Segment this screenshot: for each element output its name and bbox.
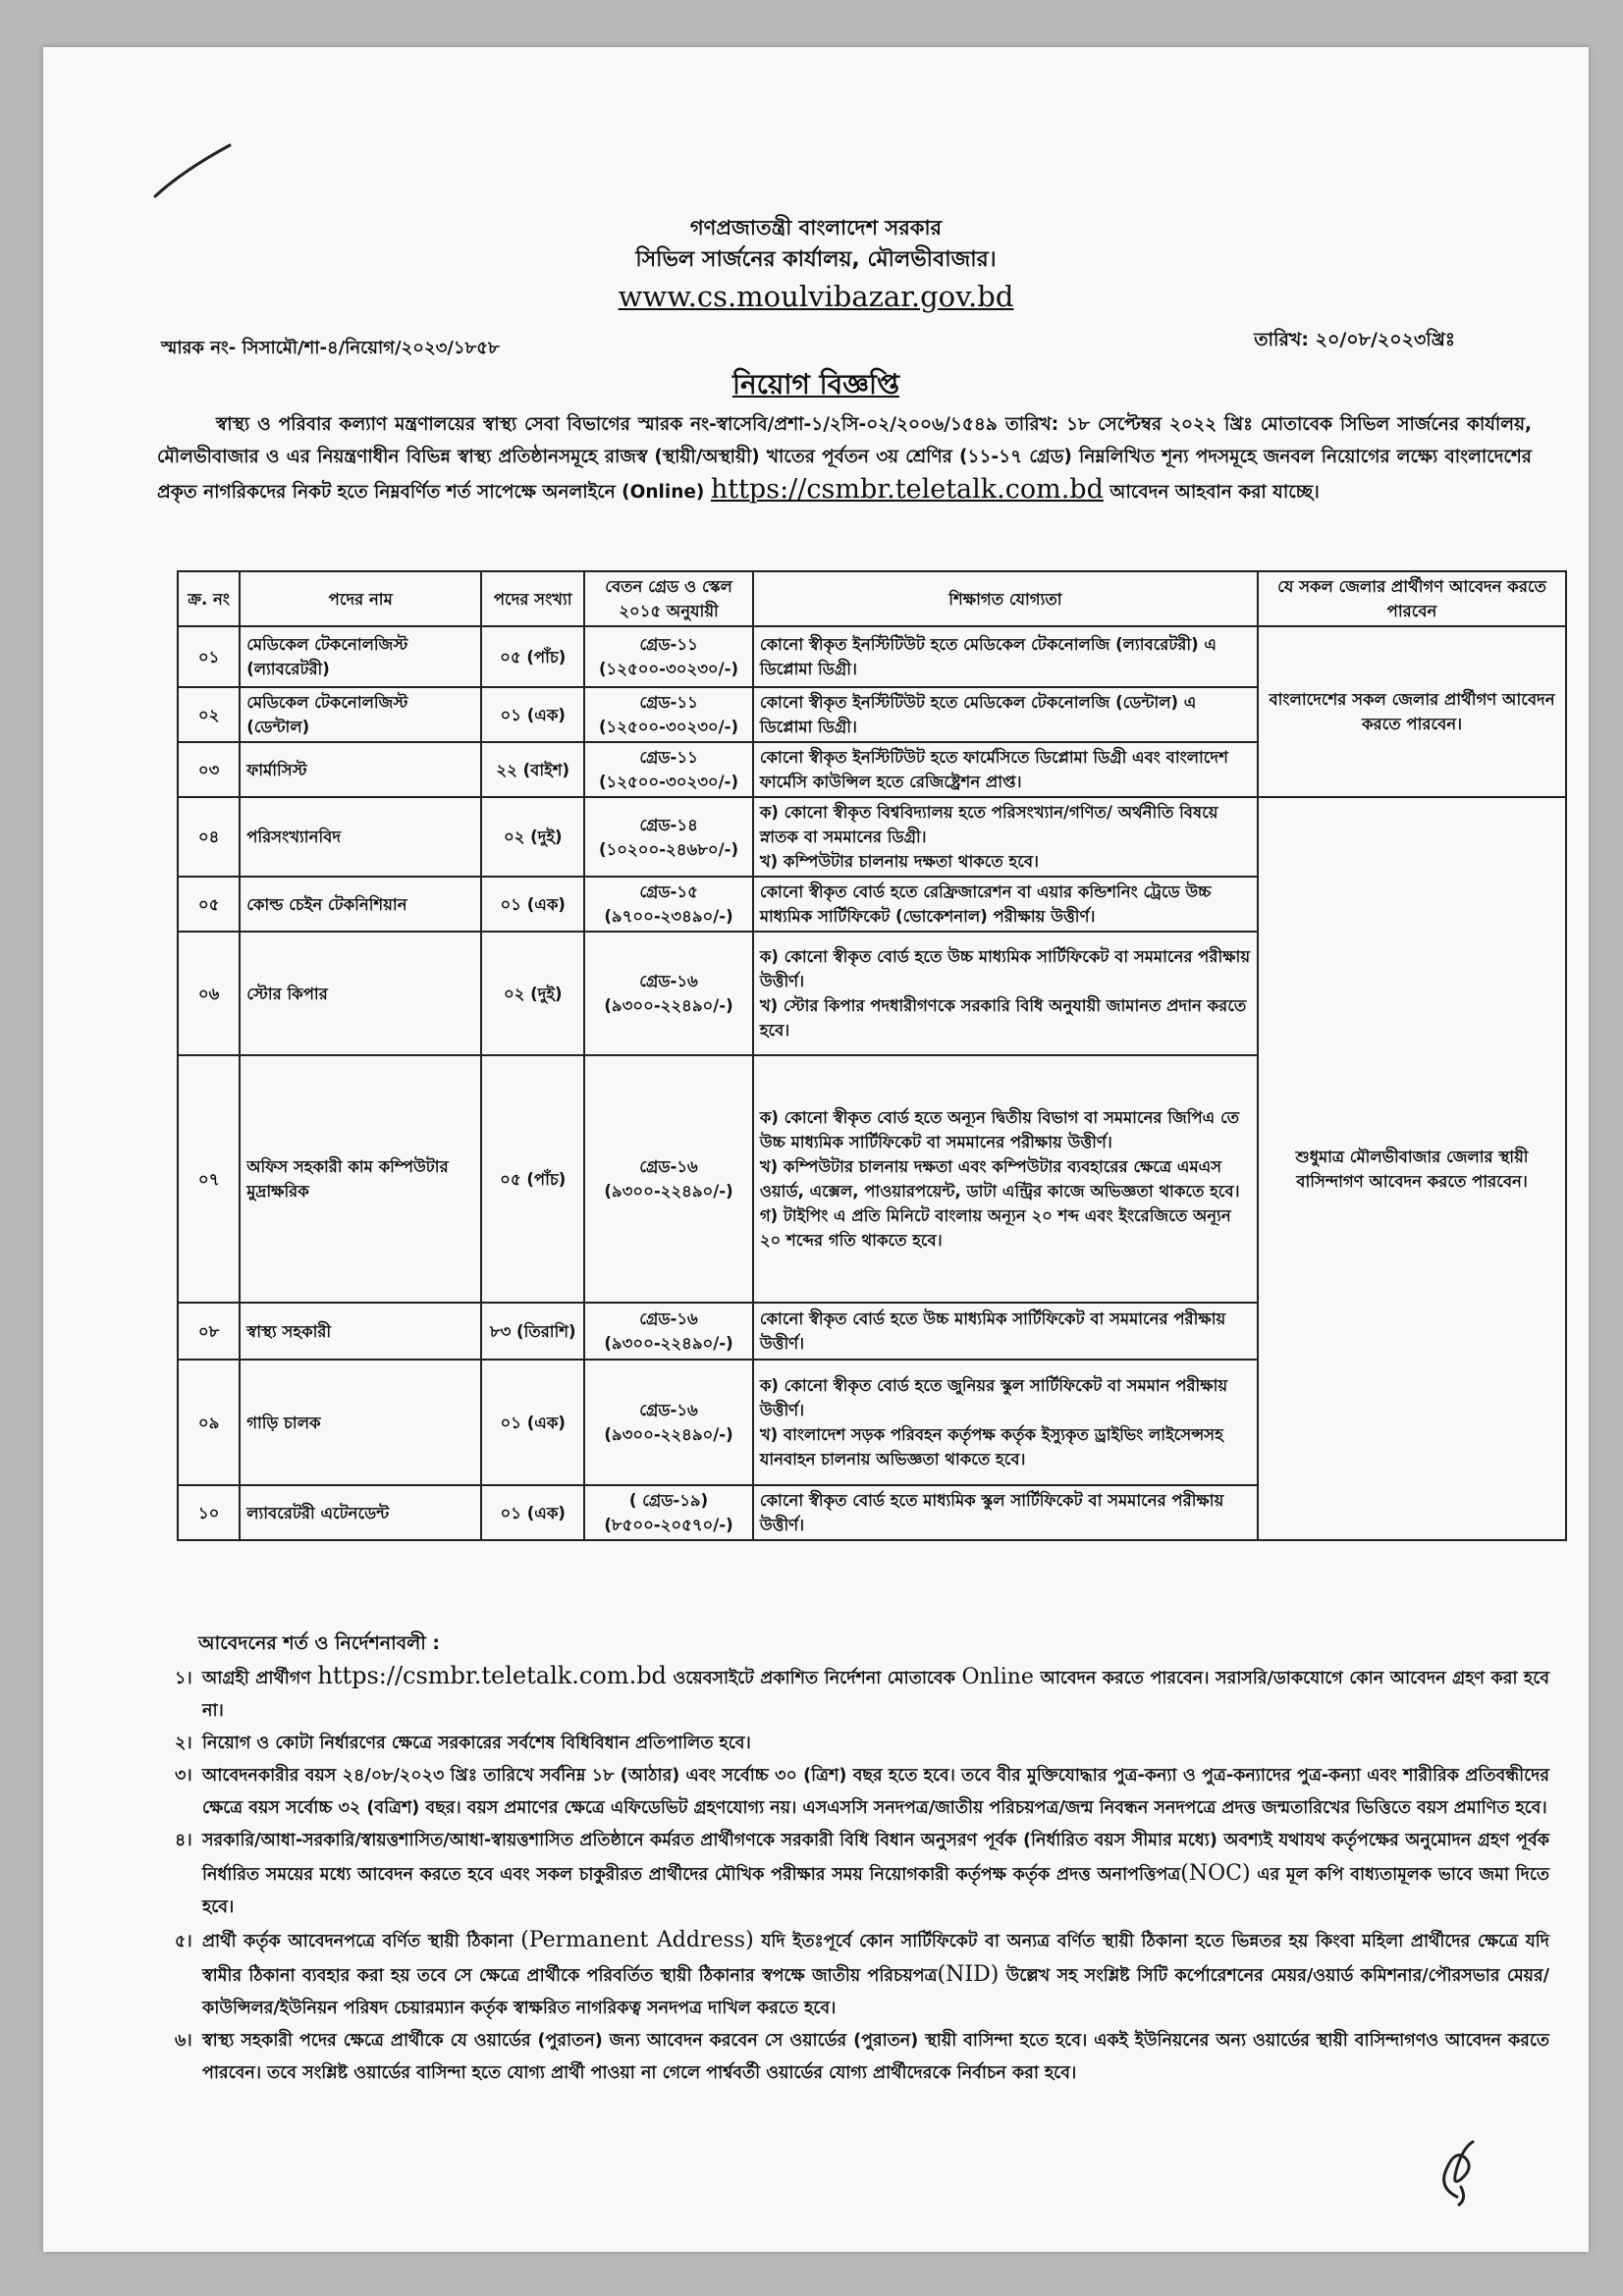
terms-item-english-term: (Permanent Address) — [520, 1928, 754, 1952]
row-qualification — [753, 877, 1258, 932]
row-post-name: কোল্ড চেইন টেকনিশিয়ান — [240, 877, 481, 932]
terms-item-english-term: Online — [961, 1665, 1034, 1689]
application-portal-link[interactable]: https://csmbr.teletalk.com.bd — [710, 474, 1104, 505]
row-qualification — [753, 932, 1258, 1055]
terms-item-number: ২। — [175, 1734, 192, 1753]
row-post-count: ২২ (বাইশ) — [481, 742, 584, 797]
intro-paragraph — [157, 408, 1532, 508]
row-post-count: ০৫ (পাঁচ) — [481, 1055, 584, 1303]
row-serial: ১০ — [178, 1485, 240, 1540]
grade-label: গ্রেড-১১ — [639, 635, 698, 654]
row-pay-grade — [584, 932, 753, 1055]
grade-label: গ্রেড-১৪ — [639, 815, 698, 834]
qualification-line: ক) কোনো স্বীকৃত বোর্ড হতে অন্যূন দ্বিতীয় বিভাগ বা সমমানের জিপিএ তে উচ্চ মাধ্যমিক সার্টিফিকেট বা সমমানের পরীক্ষায় উত্তীর্ণ। — [759, 1108, 1240, 1151]
header-post-name: পদের নাম — [240, 571, 481, 626]
eligible-districts-all: বাংলাদেশের সকল জেলার প্রার্থীগণ আবেদন করতে পারবেন। — [1258, 626, 1566, 797]
row-qualification — [753, 687, 1258, 742]
qualification-line: কোনো স্বীকৃত বোর্ড হতে উচ্চ মাধ্যমিক সার্টিফিকেট বা সমমানের পরীক্ষায় উত্তীর্ণ। — [759, 1309, 1226, 1353]
pay-scale: (৯৩০০-২২৪৯০/-) — [604, 1425, 733, 1444]
notice-title — [43, 363, 1589, 409]
intro-tail: আবেদন আহবান করা যাচ্ছে। — [1103, 482, 1320, 503]
terms-item-number: ৫। — [175, 1932, 192, 1951]
header-qualification: শিক্ষাগত যোগ্যতা — [753, 571, 1258, 626]
row-post-name: অফিস সহকারী কাম কম্পিউটার মুদ্রাক্ষরিক — [240, 1055, 481, 1303]
row-serial: ০৪ — [178, 797, 240, 877]
header-eligible-districts: যে সকল জেলার প্রার্থীগণ আবেদন করতে পারবেন — [1258, 571, 1566, 626]
grade-label: গ্রেড-১১ — [639, 748, 698, 767]
terms-item-text: এর মূল কপি বাধ্যতামূলক ভাবে জমা দিতে হবে। — [202, 1865, 1549, 1917]
qualification-line: খ) বাংলাদেশ সড়ক পরিবহন কর্তৃপক্ষ কর্তৃক ইস্যুকৃত ড্রাইভিং লাইসেন্সসহ যানবাহন চালনায় অভিজ্ঞতা থাকতে হবে। — [759, 1425, 1223, 1468]
grade-label: গ্রেড-১৬ — [639, 1309, 698, 1328]
row-post-name: পরিসংখ্যানবিদ — [240, 797, 481, 877]
row-post-count: ০২ (দুই) — [481, 932, 584, 1055]
row-serial: ০১ — [178, 626, 240, 687]
application-terms — [175, 1628, 1549, 2090]
terms-item — [175, 1660, 1549, 1728]
row-serial: ০৮ — [178, 1303, 240, 1360]
qualification-line: ক) কোনো স্বীকৃত বোর্ড হতে জুনিয়র স্কুল সার্টিফিকেট বা সমমান পরীক্ষায় উত্তীর্ণ। — [759, 1376, 1228, 1419]
pay-scale: (৯৩০০-২২৪৯০/-) — [604, 1334, 733, 1353]
row-post-name: ফার্মাসিস্ট — [240, 742, 481, 797]
notice-title-text: নিয়োগ বিজ্ঞপ্তি — [731, 368, 900, 400]
terms-heading: আবেদনের শর্ত ও নির্দেশনাবলী : — [198, 1632, 440, 1654]
terms-item-text: আগ্রহী প্রার্থীগণ — [202, 1669, 318, 1688]
terms-portal-link[interactable]: https://csmbr.teletalk.com.bd — [317, 1662, 667, 1689]
row-pay-grade — [584, 626, 753, 687]
row-pay-grade — [584, 1485, 753, 1540]
row-post-name: স্টোর কিপার — [240, 932, 481, 1055]
row-pay-grade — [584, 1360, 753, 1485]
terms-item-text: উল্লেখ সহ সংশ্লিষ্ট সিটি কর্পোরেশনের মেয়র/ওয়ার্ড কমিশনার/পৌরসভার মেয়র/কাউন্সিলর/ইউনিয়ন পরিষদ চেয়ারম্যান কর্তৃক স্বাক্ষরিত নাগরিকত্ব সনদপত্র দাখিল করতে হবে। — [202, 1966, 1549, 2018]
table-row — [178, 626, 1566, 687]
office-name: সিভিল সার্জনের কার্যালয়, মৌলভীবাজার। — [635, 247, 997, 272]
row-qualification — [753, 626, 1258, 687]
terms-item-text: যদি ইতঃপূর্বে কোন সার্টিফিকেট বা অন্যত্র বর্ণিত স্থায়ী ঠিকানা হতে ভিন্নতর হয় কিংবা মহিলা প্রার্থীদের ক্ষেত্রে যদি স্বামীর ঠিকানা ব্যবহার করা হয় তবে সে ক্ষেত্রে প্রার্থীকে পরিবর্তিত স্থায়ী ঠিকানার স্বপক্ষে জাতীয় পরিচয়পত্র — [202, 1932, 1549, 1986]
row-qualification — [753, 1485, 1258, 1540]
terms-item-text: স্বাস্থ্য সহকারী পদের ক্ষেত্রে প্রার্থীকে যে ওয়ার্ডের (পুরাতন) জন্য আবেদন করবেন সে ওয়ার্ডের (পুরাতন) স্থায়ী বাসিন্দা হতে হবে। একই ইউনিয়নের অন্য ওয়ার্ডের স্থায়ী বাসিন্দাগণও আবেদন করতে পারবেন। তবে সংশ্লিষ্ট ওয়ার্ডের বাসিন্দা হতে যোগ্য প্রার্থী পাওয়া না গেলে পার্শ্ববর্তী ওয়ার্ডের যোগ্য প্রার্থীদেরকে নির্বাচন করা হবে। — [202, 2031, 1549, 2083]
grade-label: গ্রেড-১৬ — [639, 1401, 698, 1419]
qualification-line: কোনো স্বীকৃত বোর্ড হতে রেফ্রিজারেশন বা এয়ার কন্ডিশনিং ট্রেডে উচ্চ মাধ্যমিক সার্টিফিকেট (ভোকেশনাল) পরীক্ষায় উত্তীর্ণ। — [759, 882, 1212, 926]
row-qualification — [753, 1303, 1258, 1360]
pen-stroke-mark — [153, 141, 236, 200]
row-qualification — [753, 1360, 1258, 1485]
grade-label: গ্রেড-১৬ — [639, 1157, 698, 1176]
pay-scale: (১২৫০০-৩০২৩০/-) — [599, 773, 739, 791]
qualification-line: খ) স্টোর কিপার পদধারীগণকে সরকারি বিধি অনুযায়ী জামানত প্রদান করতে হবে। — [759, 996, 1247, 1040]
government-name: গণপ্রজাতন্ত্রী বাংলাদেশ সরকার — [689, 216, 943, 240]
grade-label: গ্রেড-১১ — [639, 693, 698, 712]
row-post-count: ০১ (এক) — [481, 877, 584, 932]
row-post-name: ল্যাবরেটরী এটেনডেন্ট — [240, 1485, 481, 1540]
document-page — [43, 47, 1589, 2252]
pay-scale: (১২৫০০-৩০২৩০/-) — [599, 660, 739, 678]
office-website-link[interactable]: www.cs.moulvibazar.gov.bd — [618, 280, 1014, 313]
pay-scale: (১২৫০০-৩০২৩০/-) — [599, 718, 739, 736]
row-pay-grade — [584, 687, 753, 742]
row-post-name: মেডিকেল টেকনোলজিস্ট (ডেন্টাল) — [240, 687, 481, 742]
terms-item-number: ৩। — [175, 1766, 192, 1786]
qualification-line: কোনো স্বীকৃত ইনস্টিটিউট হতে মেডিকেল টেকনোলজি (ডেন্টাল) এ ডিপ্লোমা ডিগ্রী। — [759, 693, 1197, 736]
row-serial: ০৯ — [178, 1360, 240, 1485]
row-qualification — [753, 1055, 1258, 1303]
qualification-line: ক) কোনো স্বীকৃত বিশ্ববিদ্যালয় হতে পরিসংখ্যান/গণিত/ অর্থনীতি বিষয়ে স্নাতক বা সমমানের ডিগ্রী। — [759, 803, 1218, 846]
pay-scale: (৮৫০০-২০৫৭০/-) — [604, 1516, 733, 1534]
qualification-line: ক) কোনো স্বীকৃত বোর্ড হতে উচ্চ মাধ্যমিক সার্টিফিকেট বা সমমানের পরীক্ষায় উত্তীর্ণ। — [759, 947, 1251, 990]
row-post-name: গাড়ি চালক — [240, 1360, 481, 1485]
row-pay-grade — [584, 1055, 753, 1303]
row-pay-grade — [584, 742, 753, 797]
grade-label: ( গ্রেড-১৯) — [628, 1491, 709, 1510]
terms-item — [175, 1825, 1549, 1924]
vacancy-rows — [178, 626, 1566, 1540]
pay-scale: (৯৩০০-২২৪৯০/-) — [604, 1182, 733, 1201]
notice-date: তারিখ: ২০/০৮/২০২৩খ্রিঃ — [1254, 329, 1455, 350]
pay-scale: (৯৭০০-২৩৪৯০/-) — [604, 907, 733, 926]
terms-item-text: আবেদন করতে পারবেন। সরাসরি/ডাকযোগে কোন আবেদন গ্রহণ করা হবে না। — [202, 1669, 1549, 1721]
row-qualification — [753, 742, 1258, 797]
terms-item-text: আবেদনকারীর বয়স ২৪/০৮/২০২৩ খ্রিঃ তারিখে সর্বনিম্ন ১৮ (আঠার) এবং সর্বোচ্চ ৩০ (ত্রিশ) বছর হতে হবে। তবে বীর মুক্তিযোদ্ধার পুত্র-কন্যা ও পুত্র-কন্যাদের পুত্র-কন্যা এবং শারীরিক প্রতিবন্ধীদের ক্ষেত্রে বয়স সর্বোচ্চ ৩২ (বত্রিশ) বছর। বয়স প্রমাণের ক্ষেত্রে এফিডেভিট গ্রহণযোগ্য নয়। এসএসসি সনদপত্র/জাতীয় পরিচয়পত্র/জন্ম নিবন্ধন সনদপত্রে প্রদত্ত জন্মতারিখের ভিত্তিতে বয়স প্রমাণিত হবে। — [202, 1766, 1549, 1818]
terms-item-number: ৪। — [175, 1831, 192, 1850]
terms-item-text: ওয়েবসাইটে প্রকাশিত নির্দেশনা মোতাবেক — [666, 1669, 962, 1688]
row-serial: ০৫ — [178, 877, 240, 932]
vacancy-table — [177, 570, 1567, 1541]
row-serial: ০২ — [178, 687, 240, 742]
signature-mark — [1418, 2128, 1496, 2207]
terms-item-number: ৬। — [175, 2031, 192, 2051]
row-serial: ০৩ — [178, 742, 240, 797]
terms-item — [175, 2025, 1549, 2090]
table-header-row — [178, 571, 1566, 626]
row-qualification — [753, 797, 1258, 877]
row-post-count: ০১ (এক) — [481, 687, 584, 742]
terms-item-english-term: (NID) — [937, 1962, 1000, 1987]
row-pay-grade — [584, 797, 753, 877]
row-pay-grade — [584, 1303, 753, 1360]
pay-scale: (৯৩০০-২২৪৯০/-) — [604, 996, 733, 1015]
row-post-count: ০২ (দুই) — [481, 797, 584, 877]
row-post-count: ০১ (এক) — [481, 1485, 584, 1540]
grade-label: গ্রেড-১৫ — [639, 882, 698, 901]
qualification-line: কোনো স্বীকৃত ইনস্টিটিউট হতে ফার্মেসিতে ডিপ্লোমা ডিগ্রী এবং বাংলাদেশ ফার্মেসি কাউন্সিল হতে রেজিষ্ট্রেশন প্রাপ্ত। — [759, 748, 1228, 791]
terms-item-text: প্রার্থী কর্তৃক আবেদনপত্রে বর্ণিত স্থায়ী ঠিকানা — [202, 1932, 521, 1951]
intro-text: স্বাস্থ্য ও পরিবার কল্যাণ মন্ত্রণালয়ের স্বাস্থ্য সেবা বিভাগের স্মারক নং-স্বাসেবি/প্রশা-১/২সি-০২/২০০৬/১৫৪৯ তারিখ: ১৮ সেপ্টেম্বর ২০২২ খ্রিঃ মোতাবেক সিভিল সার্জনের কার্যালয়, মৌলভীবাজার ও এর নিয়ন্ত্রণাধীন বিভিন্ন স্বাস্থ্য প্রতিষ্ঠানসমূহে রাজস্ব (স্থায়ী/অস্থায়ী) খাতের পূর্বতন ৩য় শ্রেণির (১১-১৭ গ্রেড) নিম্নলিখিত শূন্য পদসমূহে জনবল নিয়োগের লক্ষ্যে বাংলাদেশের প্রকৃত নাগরিকদের নিকট হতে নিম্নবর্ণিত শর্ত সাপেক্ষে অনলাইনে (Online) — [157, 414, 1532, 503]
row-serial: ০৭ — [178, 1055, 240, 1303]
grade-label: গ্রেড-১৬ — [639, 972, 698, 990]
terms-item — [175, 1728, 1549, 1760]
eligible-districts-moulvibazar: শুধুমাত্র মৌলভীবাজার জেলার স্থায়ী বাসিন্দাগণ আবেদন করতে পারবেন। — [1258, 797, 1566, 1540]
row-post-count: ০১ (এক) — [481, 1360, 584, 1485]
terms-item-number: ১। — [175, 1669, 192, 1688]
terms-list — [175, 1660, 1549, 2090]
qualification-line: গ) টাইপিং এ প্রতি মিনিটে বাংলায় অন্যূন ২০ শব্দ এবং ইংরেজিতে অন্যূন ২০ শব্দের গতি থাকতে হবে। — [759, 1206, 1231, 1250]
qualification-line: খ) কম্পিউটার চালনায় দক্ষতা এবং কম্পিউটার ব্যবহারের ক্ষেত্রে এমএস ওয়ার্ড, এক্সেল, পাওয়ারপয়েন্ট, ডাটা এন্ট্রির কাজে অভিজ্ঞতা থাকতে হবে। — [759, 1157, 1240, 1201]
terms-item-text: নিয়োগ ও কোটা নির্ধারণের ক্ষেত্রে সরকারের সর্বশেষ বিধিবিধান প্রতিপালিত হবে। — [202, 1734, 751, 1753]
row-serial: ০৬ — [178, 932, 240, 1055]
row-post-count: ০৫ (পাঁচ) — [481, 626, 584, 687]
header-post-count: পদের সংখ্যা — [481, 571, 584, 626]
memo-number: স্মারক নং- সিসামৌ/শা-৪/নিয়োগ/২০২৩/১৮৫৮ — [161, 338, 500, 358]
header-pay-grade: বেতন গ্রেড ও স্কেল ২০১৫ অনুযায়ী — [584, 571, 753, 626]
row-post-name: স্বাস্থ্য সহকারী — [240, 1303, 481, 1360]
qualification-line: কোনো স্বীকৃত ইনস্টিটিউট হতে মেডিকেল টেকনোলজি (ল্যাবরেটরী) এ ডিপ্লোমা ডিগ্রী। — [759, 635, 1217, 678]
row-post-count: ৮৩ (তিরাশি) — [481, 1303, 584, 1360]
terms-item-text: সরকারি/আধা-সরকারি/স্বায়ত্তশাসিত/আধা-স্বায়ত্তশাসিত প্রতিষ্ঠানে কর্মরত প্রার্থীগণকে সরকারী বিধি বিধান অনুসরণ পূর্বক (নির্ধারিত বয়স সীমার মধ্যে) অবশ্যই যথাযথ কর্তৃপক্ষের অনুমোদন গ্রহণ পূর্বক নির্ধারিত সময়ের মধ্যে আবেদন করতে হবে এবং সকল চাকুরীরত প্রার্থীদের মৌখিক পরীক্ষার সময় নিয়োগকারী কর্তৃপক্ষ কর্তৃক প্রদত্ত অনাপত্তিপত্র — [202, 1831, 1549, 1885]
row-pay-grade — [584, 877, 753, 932]
qualification-line: খ) কম্পিউটার চালনায় দক্ষতা থাকতে হবে। — [759, 852, 1039, 871]
table-row — [178, 797, 1566, 877]
terms-item — [175, 1760, 1549, 1825]
header-serial: ক্র. নং — [178, 571, 240, 626]
row-post-name: মেডিকেল টেকনোলজিস্ট (ল্যাবরেটরী) — [240, 626, 481, 687]
qualification-line: কোনো স্বীকৃত বোর্ড হতে মাধ্যমিক স্কুল সার্টিফিকেট বা সমমানের পরীক্ষায় উত্তীর্ণ। — [759, 1491, 1224, 1534]
terms-item — [175, 1924, 1549, 2025]
letterhead — [43, 212, 1589, 316]
pay-scale: (১০২০০-২৪৬৮০/-) — [599, 839, 739, 859]
terms-item-english-term: (NOC) — [1180, 1861, 1251, 1886]
